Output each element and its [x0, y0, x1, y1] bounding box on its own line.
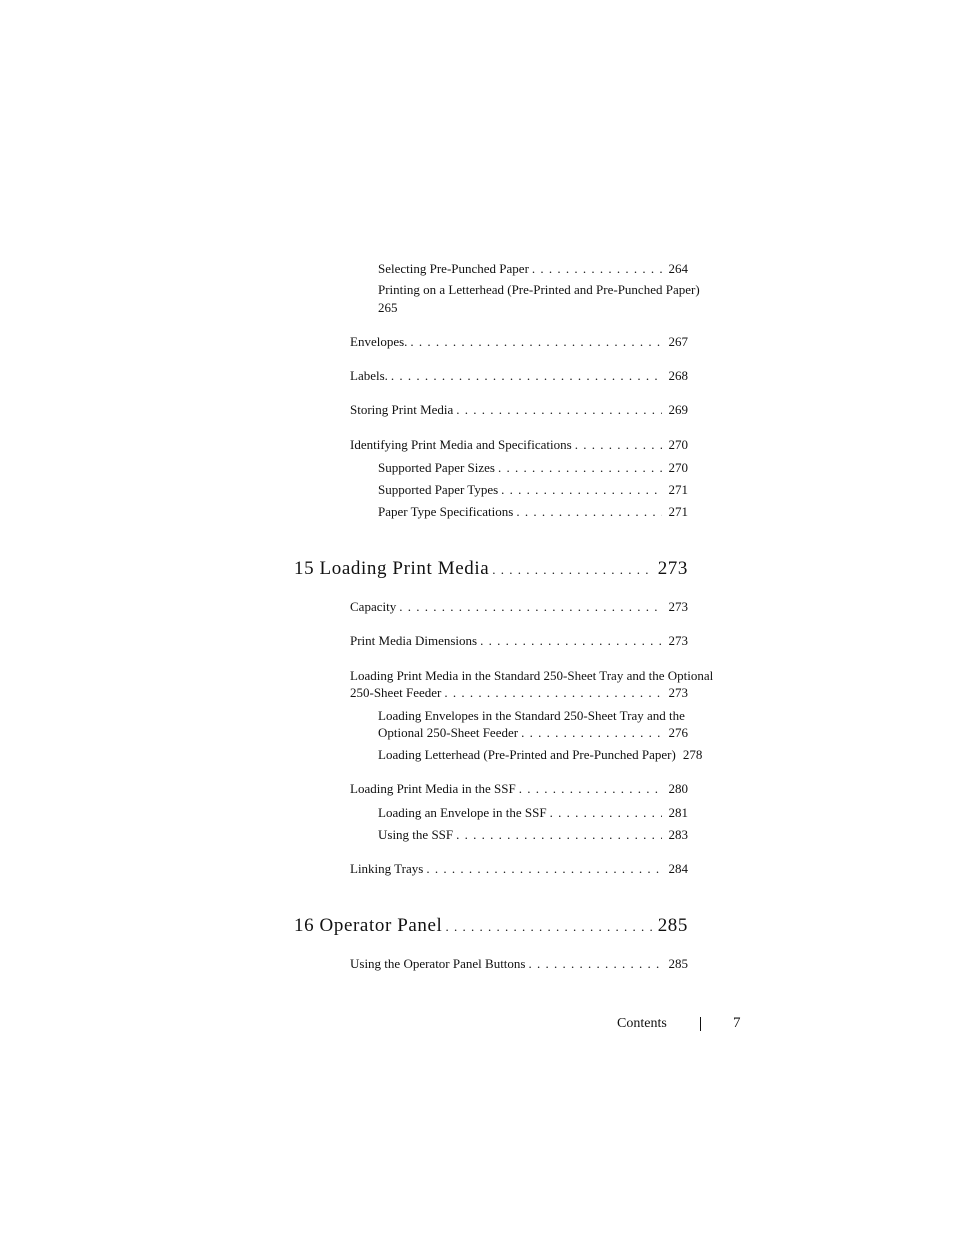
toc-entry-capacity[interactable] [350, 599, 688, 614]
toc-entry-title: Paper Type Specifications [378, 504, 514, 519]
toc-entry-page: 278 [682, 747, 703, 762]
toc-entry-printing-on-letterhead[interactable] [378, 282, 700, 315]
toc-entry-page: 283 [668, 827, 688, 842]
toc-leader-dots [495, 460, 662, 475]
toc-entry-title: Envelopes. [350, 334, 408, 349]
toc-entry-page: 265 [378, 300, 398, 315]
toc-entry-title: Labels. [350, 368, 388, 383]
toc-entry-loading-envelope-ssf[interactable] [378, 805, 688, 820]
toc-entry-title: Supported Paper Types [378, 482, 499, 497]
toc-entry-page: 280 [668, 781, 688, 796]
toc-leader-dots [388, 368, 662, 383]
toc-leader-dots [442, 916, 652, 938]
toc-entry-identifying-print-media[interactable] [350, 437, 688, 452]
toc-chapter-title: 15 Loading Print Media [294, 558, 490, 579]
toc-leader-dots [407, 334, 662, 349]
footer-section-label: Contents [617, 1016, 667, 1031]
toc-leader-dots [518, 725, 662, 740]
toc-entry-page: 264 [668, 261, 688, 276]
toc-entry-title: Identifying Print Media and Specifications [350, 437, 572, 452]
toc-leader-dots [547, 805, 662, 820]
toc-leader-dots [529, 261, 662, 276]
toc-entry-title: Optional 250-Sheet Feeder [378, 725, 519, 740]
toc-entry-page: 285 [668, 956, 688, 971]
toc-entry-page: 270 [668, 460, 688, 475]
toc-entry-envelopes[interactable] [350, 334, 688, 349]
toc-entry-title: Printing on a Letterhead (Pre-Printed and Pre-Punched Paper) [378, 282, 700, 297]
toc-entry-page: 267 [668, 334, 688, 349]
toc-entry-linking-trays[interactable] [350, 861, 688, 876]
toc-entry-page: 271 [668, 482, 688, 497]
toc-entry-page: 268 [668, 368, 688, 383]
toc-entry-selecting-pre-punched-paper[interactable] [378, 261, 688, 276]
toc-entry-title: Loading Letterhead (Pre-Printed and Pre-Punched Paper) [378, 747, 676, 762]
toc-entry-title: Using the Operator Panel Buttons [350, 956, 526, 971]
toc-leader-dots [423, 861, 662, 876]
toc-entry-page: 284 [668, 861, 688, 876]
toc-chapter-page: 273 [657, 558, 688, 579]
toc-entry-page: 270 [668, 437, 688, 452]
toc-chapter-15[interactable] [294, 558, 688, 581]
toc-entry-page: 273 [668, 633, 688, 648]
toc-leader-dots [477, 633, 662, 648]
toc-leader-dots [396, 599, 662, 614]
toc-entry-loading-print-media-ssf[interactable] [350, 781, 688, 796]
toc-leader-dots [572, 437, 662, 452]
toc-entry-page: 276 [668, 725, 688, 740]
toc-chapter-16[interactable] [294, 915, 688, 938]
toc-entry-print-media-dimensions[interactable] [350, 633, 688, 648]
toc-entry-page: 269 [668, 402, 688, 417]
toc-entry-using-ssf[interactable] [378, 827, 688, 842]
toc-leader-dots [453, 402, 662, 417]
toc-entry-title-line1: Loading Print Media in the Standard 250-Sheet Tray and the Optional [350, 668, 714, 683]
toc-entry-loading-standard-tray[interactable] [350, 668, 740, 700]
toc-entry-paper-type-specifications[interactable] [378, 504, 688, 519]
toc-leader-dots [513, 504, 662, 519]
toc-entry-title: Storing Print Media [350, 402, 454, 417]
toc-entry-loading-envelopes-standard-tray[interactable] [378, 708, 718, 740]
toc-entry-title: Print Media Dimensions [350, 633, 478, 648]
toc-leader-dots [489, 559, 652, 581]
toc-entry-page: 273 [668, 685, 688, 700]
toc-entry-page: 273 [668, 599, 688, 614]
toc-leader-dots [498, 482, 662, 497]
toc-entry-page: 271 [668, 504, 688, 519]
toc-leader-dots [441, 685, 662, 700]
toc-entry-title: 250-Sheet Feeder [350, 685, 442, 700]
toc-entry-supported-paper-types[interactable] [378, 482, 688, 497]
toc-entry-title: Using the SSF [378, 827, 454, 842]
toc-entry-title: Loading Print Media in the SSF [350, 781, 516, 796]
toc-entry-title: Capacity [350, 599, 397, 614]
toc-entry-using-operator-panel-buttons[interactable] [350, 956, 688, 971]
toc-leader-dots [453, 827, 662, 842]
toc-entry-page: 281 [668, 805, 688, 820]
toc-entry-title: Linking Trays [350, 861, 424, 876]
toc-entry-title: Loading an Envelope in the SSF [378, 805, 547, 820]
toc-leader-dots [516, 781, 662, 796]
footer-page-number: 7 [733, 1015, 741, 1031]
toc-chapter-title: 16 Operator Panel [294, 915, 443, 936]
toc-entry-loading-letterhead[interactable] [378, 747, 702, 762]
toc-entry-title: Supported Paper Sizes [378, 460, 495, 475]
toc-entry-title: Selecting Pre-Punched Paper [378, 261, 529, 276]
toc-chapter-page: 285 [657, 915, 688, 936]
toc-entry-supported-paper-sizes[interactable] [378, 460, 688, 475]
toc-entry-title-line1: Loading Envelopes in the Standard 250-Sheet Tray and the [378, 708, 685, 723]
toc-entry-labels[interactable] [350, 368, 688, 383]
toc-entry-storing-print-media[interactable] [350, 402, 688, 417]
footer-separator [700, 1017, 701, 1031]
toc-leader-dots [525, 956, 662, 971]
